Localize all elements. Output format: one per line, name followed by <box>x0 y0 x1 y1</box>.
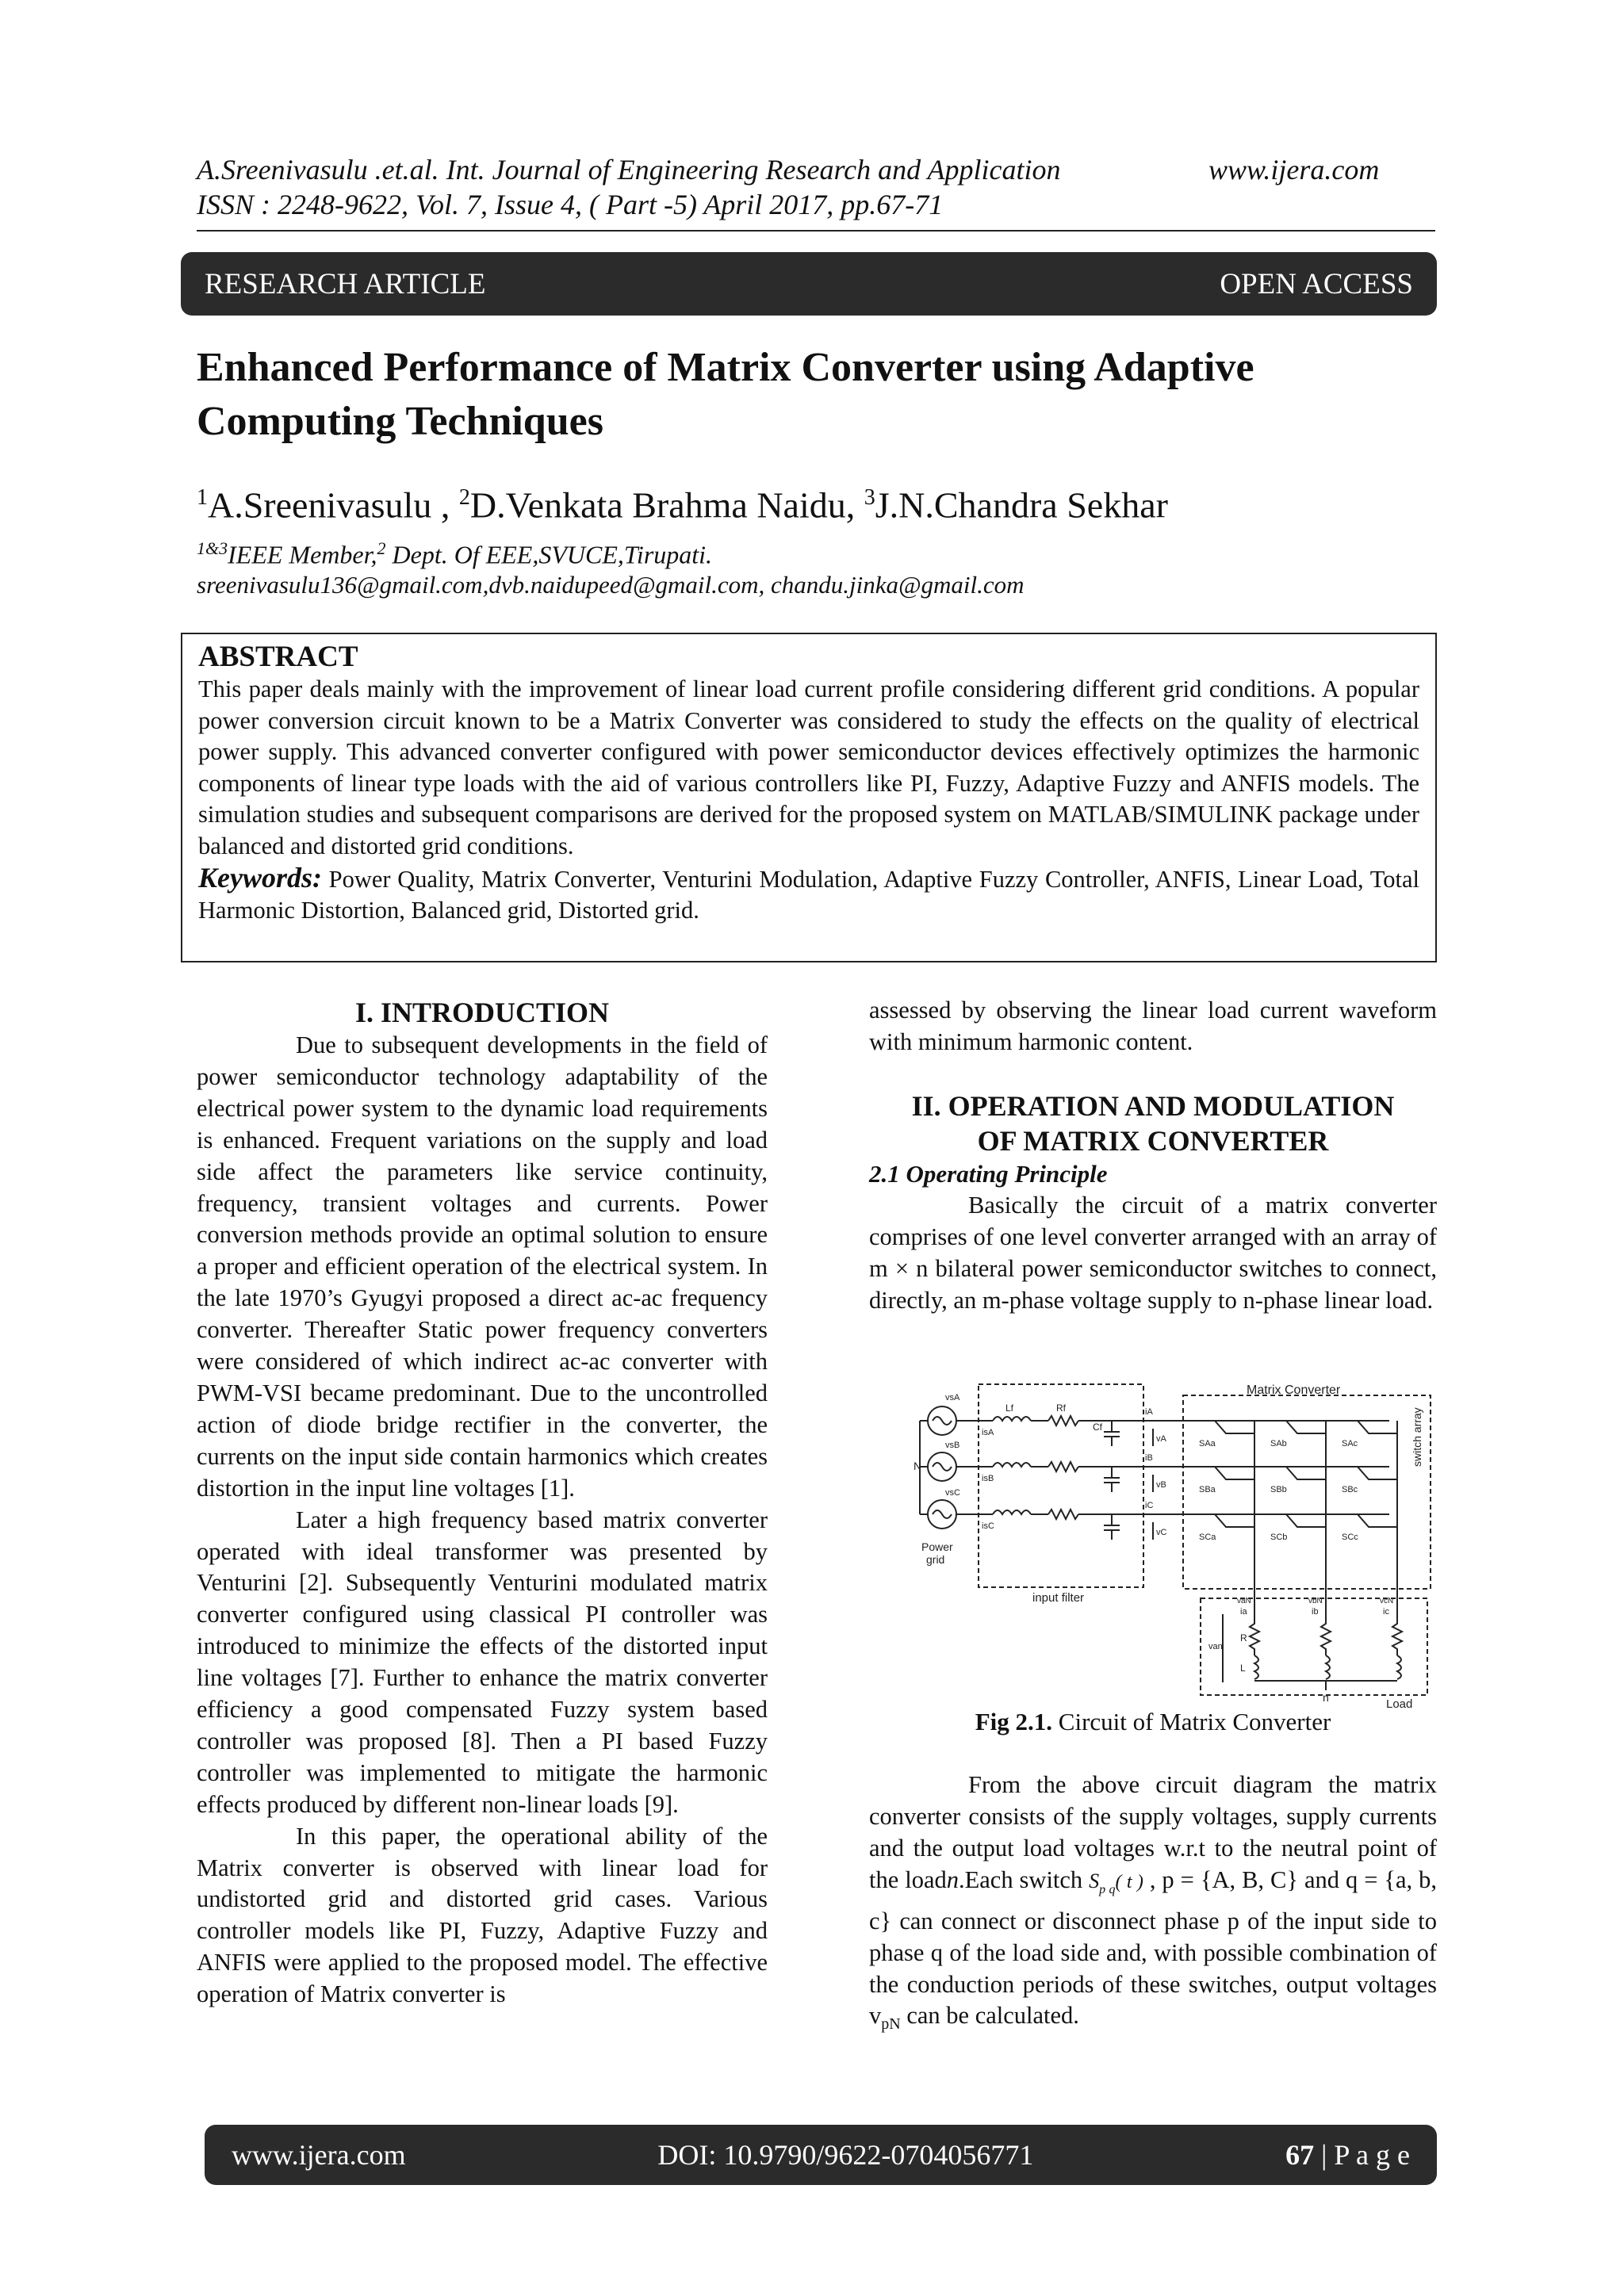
switch-symbol-time: ( t ) <box>1115 1871 1143 1892</box>
circuit-description-paragraph <box>869 1770 1437 2041</box>
author-3: J.N.Chandra Sekhar <box>875 484 1168 526</box>
page-number: 67 <box>1285 2139 1315 2171</box>
label-vbN: vbN <box>1308 1597 1323 1605</box>
switch-SBc: SBc <box>1342 1485 1358 1494</box>
label-grid: grid <box>926 1553 945 1566</box>
keywords-label: Keywords: <box>198 861 322 894</box>
circuit-text-n: n <box>946 1866 959 1893</box>
label-ib: ib <box>1312 1607 1319 1617</box>
author-2: D.Venkata Brahma Naidu, <box>469 484 864 526</box>
affiliation <box>197 533 712 571</box>
right-column-lower <box>869 1770 1437 2041</box>
section-2-heading-line-1: II. OPERATION AND MODULATION <box>911 1089 1395 1122</box>
label-ia: ia <box>1240 1607 1247 1617</box>
author-2-index: 2 <box>458 485 470 510</box>
label-vcN: vcN <box>1380 1597 1394 1605</box>
label-isC: isC <box>982 1521 994 1531</box>
footer-page <box>1285 2138 1410 2172</box>
figure-caption <box>869 1706 1437 1738</box>
label-matrix-converter: Matrix Converter <box>1247 1383 1341 1397</box>
author-list <box>197 476 1168 527</box>
label-vB: vB <box>1156 1480 1166 1490</box>
header-rule <box>197 230 1435 232</box>
abstract-text: This paper deals mainly with the improvement of linear load current profile considering different grid conditions. A popular power conversion circuit known to be a Matrix Converter was considered to study the effects on the quality of electrical power supply. This advanced converter configured with power semiconductor devices effectively optimizes the harmonic components of linear type loads with the aid of various controllers like PI, Fuzzy, Adaptive Fuzzy and ANFIS models. The simulation studies and subsequent comparisons are derived for the proposed system on MATLAB/SIMULINK package under balanced and distorted grid conditions. <box>198 675 1419 859</box>
label-neutral-in: N <box>914 1460 922 1472</box>
switch-SBb: SBb <box>1270 1485 1287 1494</box>
abstract-box <box>181 633 1437 962</box>
label-vsB: vsB <box>945 1441 960 1450</box>
switch-SCc: SCc <box>1342 1533 1358 1542</box>
switch-symbol: S <box>1089 1869 1100 1892</box>
affiliation-text-1: IEEE Member, <box>228 540 377 569</box>
label-R: R <box>1240 1632 1247 1644</box>
switch-SAb: SAb <box>1270 1439 1287 1448</box>
affiliation-index-1: 1&3 <box>197 538 228 558</box>
keywords <box>198 863 1419 927</box>
right-column <box>869 995 1437 1316</box>
keywords-text: Power Quality, Matrix Converter, Venturini Modulation, Adaptive Fuzzy Controller, ANFIS, Linear Load, Total Harmonic Distortion, Balanced grid, Distorted grid. <box>198 865 1419 924</box>
affiliation-text-2: Dept. Of EEE,SVUCE,Tirupati. <box>385 540 713 569</box>
label-input-filter: input filter <box>1032 1591 1085 1605</box>
page-label: | P a g e <box>1314 2139 1410 2171</box>
switch-SAa: SAa <box>1199 1439 1216 1448</box>
section-2-heading-line-2: OF MATRIX CONVERTER <box>977 1124 1329 1157</box>
figure-caption-text: Circuit of Matrix Converter <box>1052 1708 1331 1735</box>
label-vC: vC <box>1156 1528 1167 1537</box>
circuit-diagram <box>914 1380 1437 1712</box>
label-ic: ic <box>1383 1607 1389 1617</box>
label-Rf: Rf <box>1056 1402 1066 1414</box>
circuit-text-a: From the above circuit diagram the matrix converter consists of the supply voltages, supply currents and the output load voltages w.r.t to the neutral point of the load <box>869 1771 1437 1893</box>
paper-title: Enhanced Performance of Matrix Converter using Adaptive Computing Techniques <box>197 345 1254 444</box>
switch-symbol-subscript: p q <box>1099 1882 1116 1896</box>
article-banner <box>181 252 1437 316</box>
switch-SBa: SBa <box>1199 1485 1216 1494</box>
switch-SAc: SAc <box>1342 1439 1358 1448</box>
research-article-label: RESEARCH ARTICLE <box>205 267 486 300</box>
operating-principle-paragraph: Basically the circuit of a matrix converter comprises of one level converter arranged with an array of m × n bilateral power semiconductor switches to connect, directly, an m-phase voltage supply to n-phase linear load. <box>869 1191 1437 1314</box>
label-power: Power <box>921 1540 953 1553</box>
abstract-heading: ABSTRACT <box>198 641 358 673</box>
subsection-heading: 2.1 Operating Principle <box>869 1159 1108 1188</box>
voltage-subscript: pN <box>881 2015 901 2034</box>
section-1-continuation: assessed by observing the linear load current waveform with minimum harmonic content. <box>869 997 1437 1055</box>
label-vA: vA <box>1156 1434 1166 1444</box>
label-vaN: vaN <box>1237 1597 1251 1605</box>
intro-paragraph-2: Later a high frequency based matrix converter operated with ideal transformer was presented by Venturini [2]. Subsequently Venturini modulated matrix converter configured using classical PI controller was introduced to minimize the effects of the distorted input line voltages [7]. Further to enhance the matrix converter efficiency a good compensated Fuzzy system based controller was proposed [8]. Then a PI based Fuzzy controller was implemented to mitigate the harmonic effects produced by different non-linear loads [9]. <box>197 1506 768 1818</box>
label-vsC: vsC <box>945 1488 960 1498</box>
section-1-heading: I. INTRODUCTION <box>354 997 610 1028</box>
intro-paragraph-1: Due to subsequent developments in the field of power semiconductor technology adaptability of the electrical power system to the dynamic load requirements is enhanced. Frequent variations on the supply and load side affect the parameters like service continuity, frequency, transient voltages and currents. Power conversion methods provide an optimal solution to ensure a proper and efficient operation of the electrical system. In the late 1970’s Gyugyi proposed a direct ac-ac frequency converter. Thereafter Static power frequency converters were considered of which indirect ac-ac converter with PWM-VSI became predominant. Due to the uncontrolled action of diode bridge rectifier in the converter, the currents on the input side contain harmonics which creates distortion in the input line voltages [1]. <box>197 1031 768 1502</box>
matrix-converter-figure <box>914 1380 1437 1712</box>
figure-caption-label: Fig 2.1. <box>975 1708 1053 1735</box>
label-iB: iB <box>1145 1453 1153 1463</box>
circuit-text-d: can be calculated. <box>900 2002 1079 2030</box>
circuit-text-b: .Each switch <box>959 1866 1090 1893</box>
journal-line: A.Sreenivasulu .et.al. Int. Journal of Engineering Research and Application <box>197 154 1061 186</box>
affiliation-index-2: 2 <box>377 538 386 558</box>
label-Lf: Lf <box>1005 1402 1014 1414</box>
label-switch-array: switch array <box>1411 1407 1423 1467</box>
label-isA: isA <box>982 1428 994 1437</box>
label-L: L <box>1240 1663 1246 1674</box>
footer-doi[interactable]: DOI: 10.9790/9622-0704056771 <box>657 2139 1034 2171</box>
circuit-text-c: , p = {A, B, C} and q = {a, b, c} can connect or disconnect phase p of the input side to phase q of the load side and, with possible combination of the conduction periods of these switches, output voltages v <box>869 1866 1438 2030</box>
author-1: A.Sreenivasulu , <box>208 484 459 526</box>
matrix-converter-box <box>1183 1395 1431 1589</box>
intro-paragraph-3: In this paper, the operational ability of the Matrix converter is observed with linear load for undistorted grid and distorted grid cases. Various controller models like PI, Fuzzy, Adaptive Fuzzy and ANFIS were applied to the proposed model. The effective operation of Matrix converter is <box>197 1822 768 2008</box>
label-isB: isB <box>982 1474 994 1483</box>
left-column <box>197 995 768 2011</box>
issn-line: ISSN : 2248-9622, Vol. 7, Issue 4, ( Part -5) April 2017, pp.67-71 <box>197 189 944 220</box>
label-neutral-out: n <box>1323 1691 1329 1704</box>
label-iA: iA <box>1145 1407 1153 1417</box>
label-vsA: vsA <box>945 1393 960 1402</box>
author-1-index: 1 <box>197 485 208 510</box>
author-emails[interactable]: sreenivasulu136@gmail.com,dvb.naidupeed@gmail.com, chandu.jinka@gmail.com <box>197 571 1025 599</box>
label-Cf: Cf <box>1093 1422 1102 1433</box>
open-access-label: OPEN ACCESS <box>1220 267 1413 300</box>
label-van: van <box>1208 1642 1223 1651</box>
label-iC: iC <box>1145 1501 1154 1510</box>
journal-website[interactable]: www.ijera.com <box>1208 154 1380 186</box>
footer-website[interactable]: www.ijera.com <box>232 2139 406 2171</box>
label-load: Load <box>1386 1697 1413 1711</box>
switch-SCb: SCb <box>1270 1533 1288 1542</box>
author-3-index: 3 <box>864 485 875 510</box>
switch-SCa: SCa <box>1199 1533 1216 1542</box>
page-footer <box>205 2125 1437 2185</box>
